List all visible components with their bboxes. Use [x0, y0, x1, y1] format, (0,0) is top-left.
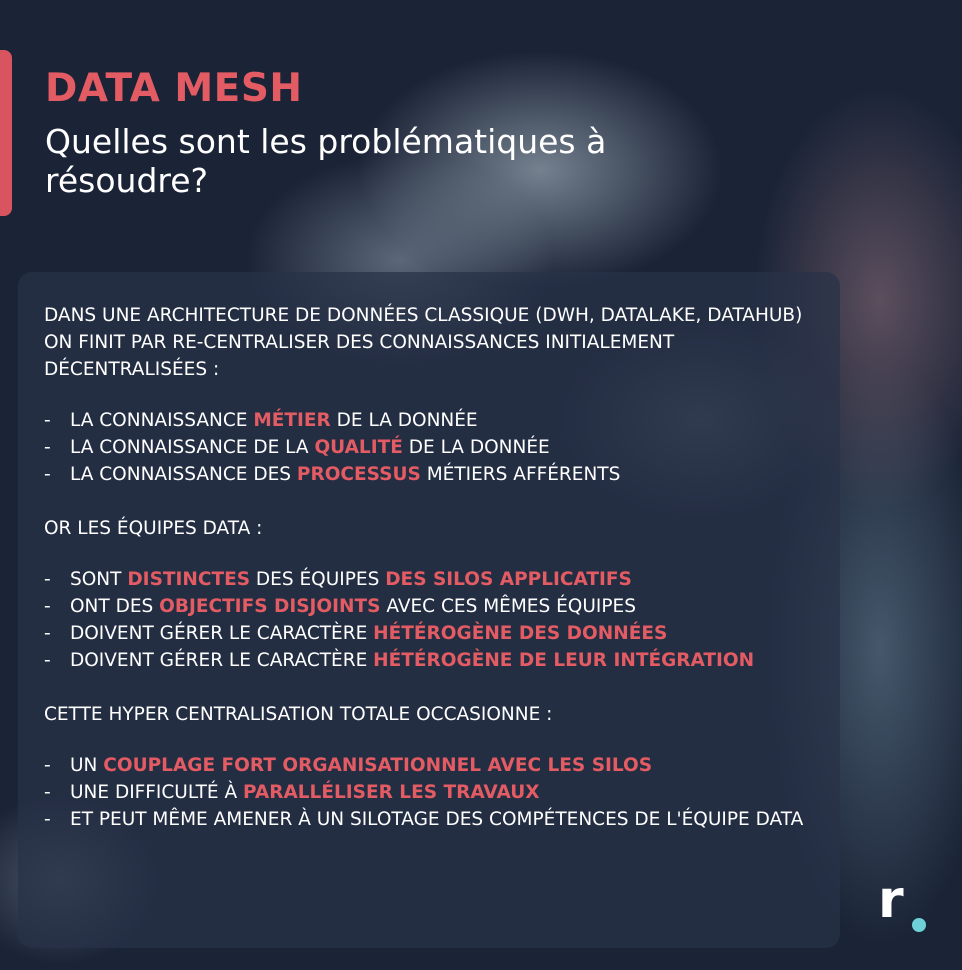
data-teams-list [44, 566, 804, 674]
logo-letter: r [878, 870, 904, 930]
brand-logo [878, 870, 928, 940]
page-title: DATA MESH [45, 66, 303, 111]
content-body [44, 302, 804, 833]
logo-dot-icon [912, 918, 926, 932]
list-item: - ET PEUT MÊME AMENER À UN SILOTAGE DES COMPÉTENCES DE L'ÉQUIPE DATA [44, 806, 804, 833]
list-item: - LA CONNAISSANCE DE LA QUALITÉ DE LA DONNÉE [44, 434, 804, 461]
list-item: - SONT DISTINCTES DES ÉQUIPES DES SILOS APPLICATIFS [44, 566, 804, 593]
section-label: OR LES ÉQUIPES DATA : [44, 518, 263, 539]
list-item: - UN COUPLAGE FORT ORGANISATIONNEL AVEC LES SILOS [44, 752, 804, 779]
section-label: CETTE HYPER CENTRALISATION TOTALE OCCASIONNE : [44, 704, 553, 725]
intro-paragraph: DANS UNE ARCHITECTURE DE DONNÉES CLASSIQUE (DWH, DATALAKE, DATAHUB) ON FINIT PAR RE-CENTRALISER DES CONNAISSANCES INITIALEMENT DÉCENTRALISÉES : [44, 305, 803, 380]
list-item: - LA CONNAISSANCE DES PROCESSUS MÉTIERS AFFÉRENTS [44, 461, 804, 488]
consequences-list [44, 752, 804, 833]
knowledge-list [44, 407, 804, 488]
list-item: - DOIVENT GÉRER LE CARACTÈRE HÉTÉROGÈNE DES DONNÉES [44, 620, 804, 647]
page-subtitle: Quelles sont les problématiques à résoudre? [45, 122, 607, 200]
list-item: - LA CONNAISSANCE MÉTIER DE LA DONNÉE [44, 407, 804, 434]
accent-bar [0, 50, 12, 216]
list-item: - DOIVENT GÉRER LE CARACTÈRE HÉTÉROGÈNE DE LEUR INTÉGRATION [44, 647, 804, 674]
list-item: - ONT DES OBJECTIFS DISJOINTS AVEC CES MÊMES ÉQUIPES [44, 593, 804, 620]
list-item: - UNE DIFFICULTÉ À PARALLÉLISER LES TRAVAUX [44, 779, 804, 806]
